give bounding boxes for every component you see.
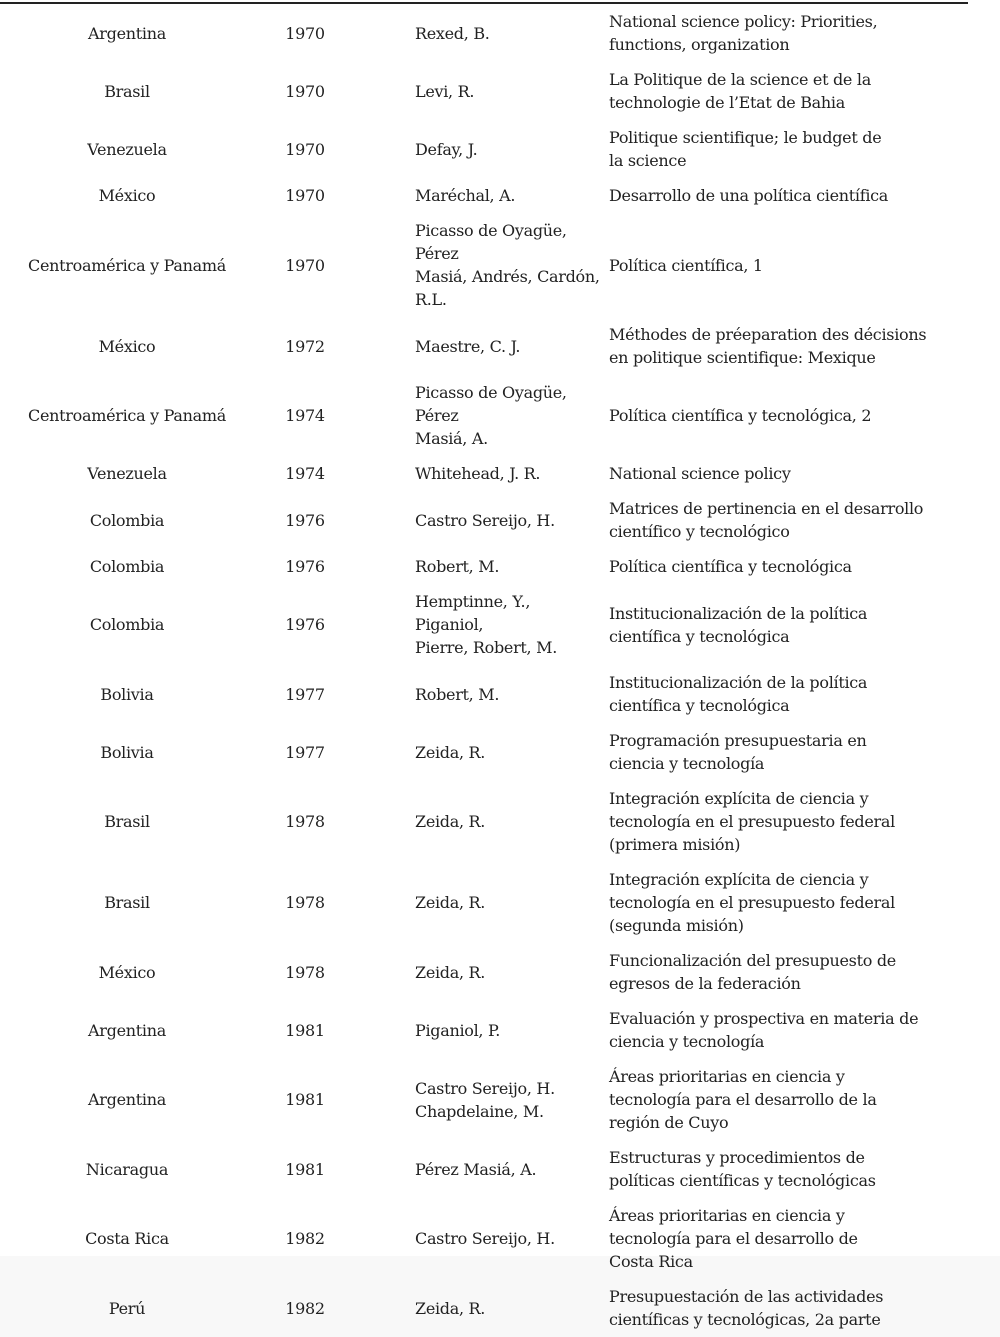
table-row [0,375,968,456]
country-cell: Argentina [88,1020,166,1040]
country-cell: Bolivia [100,684,154,704]
author-cell: Maestre, C. J. [415,336,521,356]
author-cell: Castro Sereijo, H. Chapdelaine, M. [415,1078,555,1121]
title-cell: Desarrollo de una política científica [609,186,889,205]
table-body [0,3,968,1337]
author-cell: Castro Sereijo, H. [415,510,555,530]
title-cell: Institucionalización de la política científica y tecnológica [609,673,868,715]
country-cell: Brasil [104,812,150,831]
author-cell: Levi, R. [415,81,475,101]
year-cell: 1970 [285,186,325,205]
table-row [0,317,968,375]
table-row [0,943,968,1001]
table-row [0,3,968,62]
table-row [0,1279,968,1337]
year-cell: 1978 [285,962,325,982]
title-cell: Política científica y tecnológica, 2 [609,406,872,425]
title-cell: Institucionalización de la política científica y tecnológica [609,603,868,646]
author-cell: Rexed, B. [415,23,490,43]
country-cell: Colombia [89,615,165,634]
country-cell: Brasil [104,893,150,912]
title-cell: Estructuras y procedimientos de políticas científicas y tecnológicas [609,1148,876,1190]
author-cell: Zeida, R. [415,1298,486,1318]
country-cell: México [98,962,156,982]
author-cell: Zeida, R. [415,742,486,762]
table-row [0,62,968,120]
table-row [0,213,968,317]
missions-table [0,2,968,1337]
table-row [0,584,968,665]
year-cell: 1982 [285,1298,325,1318]
country-cell: México [98,186,156,205]
country-cell: Venezuela [87,139,167,159]
table-row [0,1059,968,1140]
year-cell: 1981 [285,1090,325,1109]
table-row [0,549,968,584]
title-cell: National science policy [609,464,791,483]
title-cell: Integración explícita de ciencia y tecnología en el presupuesto federal (segunda misión) [609,870,895,935]
table-row [0,862,968,943]
year-cell: 1981 [285,1020,325,1040]
title-cell: Presupuestación de las actividades científicas y tecnológicas, 2a parte [609,1287,884,1329]
year-cell: 1976 [285,510,325,530]
year-cell: 1970 [285,139,325,159]
title-cell: Matrices de pertinencia en el desarrollo científico y tecnológico [609,499,924,541]
country-cell: Brasil [104,81,150,101]
title-cell: La Politique de la science et de la technologie de l’Etat de Bahia [609,70,871,112]
title-cell: Funcionalización del presupuesto de egresos de la federación [609,951,896,993]
author-cell: Zeida, R. [415,893,486,912]
country-cell: Colombia [89,557,165,576]
year-cell: 1977 [285,742,325,762]
country-cell: Costa Rica [85,1229,169,1248]
year-cell: 1974 [285,464,325,483]
author-cell: Picasso de Oyagüe, Pérez Masiá, Andrés, Cardón, R.L. [415,221,600,309]
table-row [0,665,968,723]
country-cell: Argentina [88,23,166,43]
title-cell: Áreas prioritarias en ciencia y tecnología para el desarrollo de la región de Cuyo [609,1067,877,1132]
year-cell: 1972 [285,336,325,356]
year-cell: 1978 [285,812,325,831]
title-cell: Evaluación y prospectiva en materia de ciencia y tecnología [609,1009,919,1051]
table-row [0,120,968,178]
table-row [0,1198,968,1279]
year-cell: 1974 [285,406,325,425]
author-cell: Maréchal, A. [415,186,516,205]
title-cell: Política científica, 1 [609,255,763,275]
author-cell: Pérez Masiá, A. [415,1159,537,1179]
year-cell: 1970 [285,255,325,275]
table-row [0,456,968,491]
title-cell: Méthodes de préeparation des décisions en politique scientifique: Mexique [609,325,927,367]
author-cell: Piganiol, P. [415,1020,501,1040]
title-cell: Integración explícita de ciencia y tecnología en el presupuesto federal (primera misión) [609,789,895,854]
year-cell: 1970 [285,23,325,43]
author-cell: Whitehead, J. R. [415,464,541,483]
title-cell: National science policy: Priorities, functions, organization [609,12,878,54]
author-cell: Zeida, R. [415,812,486,831]
author-cell: Defay, J. [415,139,478,159]
table-row [0,781,968,862]
table-row [0,178,968,213]
author-cell: Robert, M. [415,684,500,704]
year-cell: 1978 [285,893,325,912]
year-cell: 1976 [285,615,325,634]
table-row [0,1001,968,1059]
author-cell: Zeida, R. [415,962,486,982]
year-cell: 1977 [285,684,325,704]
country-cell: Colombia [89,510,165,530]
table-row [0,1140,968,1198]
country-cell: Nicaragua [85,1159,169,1179]
country-cell: Perú [108,1298,146,1318]
table-row [0,491,968,549]
title-cell: Programación presupuestaria en ciencia y tecnología [609,731,867,773]
country-cell: Argentina [88,1090,166,1109]
year-cell: 1981 [285,1159,325,1179]
author-cell: Robert, M. [415,557,500,576]
year-cell: 1976 [285,557,325,576]
country-cell: Venezuela [87,464,167,483]
title-cell: Política científica y tecnológica [609,557,852,576]
year-cell: 1970 [285,81,325,101]
table-row [0,723,968,781]
author-cell: Picasso de Oyagüe, Pérez Masiá, A. [415,383,567,448]
year-cell: 1982 [285,1229,325,1248]
author-cell: Hemptinne, Y., Piganiol, Pierre, Robert, M. [415,592,557,657]
title-cell: Politique scientifique; le budget de la science [609,128,882,170]
country-cell: México [98,336,156,356]
country-cell: Centroamérica y Panamá [28,255,226,275]
country-cell: Bolivia [100,742,154,762]
title-cell: Áreas prioritarias en ciencia y tecnología para el desarrollo de Costa Rica [609,1206,858,1271]
author-cell: Castro Sereijo, H. [415,1229,555,1248]
country-cell: Centroamérica y Panamá [28,406,226,425]
